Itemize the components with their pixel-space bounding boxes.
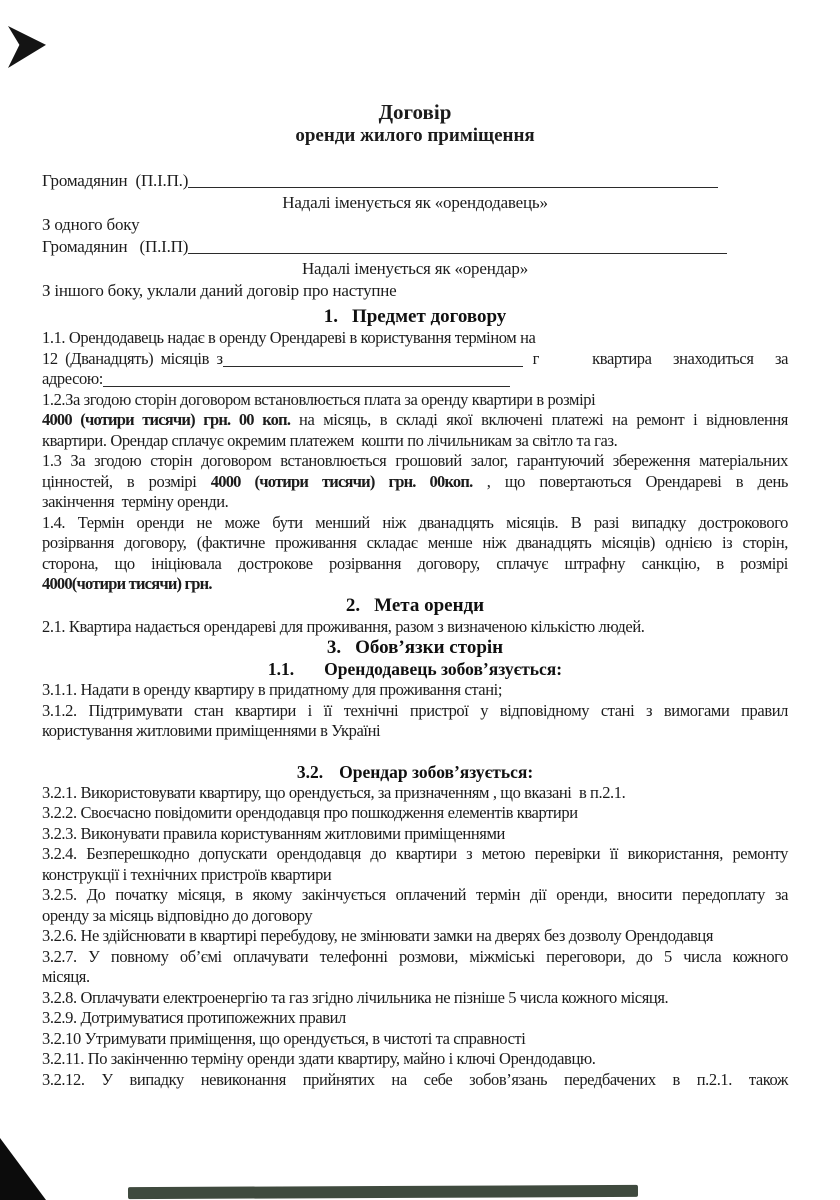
- date-blank-underline: [223, 349, 523, 367]
- paragraph-text: сторона, що ініціювала дострокове розірвання договору, сплачує штрафну санкцію, в розмірі: [42, 553, 788, 573]
- paragraph-text: 3.2.5. До початку місяця, в якому закінчується оплачений термін дії оренди, вносити передоплату за: [42, 885, 788, 904]
- paragraph-line: [42, 680, 788, 701]
- paragraph-text: квартири. Орендар сплачує окремим платежем кошти по лічильникам за світло та газ.: [42, 430, 618, 450]
- paragraph-spacer: [42, 742, 788, 762]
- clause-number: 3.2.: [296, 761, 324, 782]
- paragraph-text: цінностей, в розмірі: [42, 471, 211, 491]
- landlord-field-label: Громадянин (П.І.П.): [42, 171, 189, 190]
- paragraph-line: [42, 492, 788, 513]
- clause-number: 1.1.: [267, 659, 295, 679]
- document-content: [42, 0, 788, 1090]
- section-heading-obligations: [42, 637, 788, 659]
- paragraph-text: оренду за місяць відповідно до договору: [42, 905, 313, 925]
- document-subtitle: оренди жилого приміщення: [295, 125, 535, 146]
- paragraph-text: 3.2.10 Утримувати приміщення, що орендується, в чистоті та справності: [42, 1028, 526, 1048]
- section-number: 1.: [323, 306, 338, 327]
- document-title: Договір: [378, 100, 452, 124]
- paragraph-line: [42, 967, 788, 988]
- landlord-name-field-line: [42, 170, 788, 192]
- paragraph-text: , що повертаються Орендареві в день: [472, 471, 788, 491]
- section-title: Предмет договору: [351, 306, 507, 327]
- paragraph-text: 1.2.За згодою сторін договором встановлюється плата за оренду квартири в розмірі: [42, 389, 596, 409]
- paragraph-line: [42, 574, 788, 595]
- paragraph-line: [42, 844, 788, 865]
- scan-bottom-bar: [128, 1185, 638, 1199]
- paragraph-text: 1.3 За згодою сторін договором встановлюється грошовий залог, гарантуючий збереження матеріальних: [42, 451, 788, 470]
- section-heading-subject: [42, 306, 788, 328]
- paragraph-line: [42, 1049, 788, 1070]
- paragraph-line: [42, 554, 788, 575]
- paragraph-line: [42, 1070, 788, 1091]
- landlord-blank-underline: [188, 170, 718, 188]
- tenant-name-field-line: [42, 236, 788, 258]
- paragraph-text: 3.2.4. Безперешкодно допускати орендодавця до квартири з метою перевірки її використання, ремонту: [42, 844, 788, 863]
- paragraph-text: 3.1.1. Надати в оренду квартиру в придатному для проживання стані;: [42, 680, 503, 699]
- tenant-field-label: Громадянин (П.І.П): [42, 237, 189, 256]
- paragraph-text: на місяць, в складі якої включені платежі на ремонт і відновлення: [290, 410, 788, 429]
- paragraph-text: 3.2.12. У випадку невиконання прийнятих на себе зобов’язань передбачених в п.2.1. також: [42, 1069, 788, 1089]
- subheading-tenant-obligations: [42, 762, 788, 783]
- paragraph-line: [42, 865, 788, 886]
- paragraph-line: [42, 472, 788, 493]
- paragraph-text: 3.2.7. У повному об’ємі оплачувати телефонні розмови, міжміські переговори, до 5 числа кожного: [42, 946, 788, 966]
- paragraph-line: [42, 513, 788, 534]
- paragraph-line: [42, 328, 788, 349]
- paragraph-text: 3.2.1. Використовувати квартиру, що орендується, за призначенням , що вказані в п.2.1.: [42, 782, 626, 802]
- paragraph-line: [42, 1008, 788, 1029]
- amount-bold-text: 4000 (чотири тисячи) грн. 00коп.: [210, 471, 473, 491]
- paragraph-text: 3.2.11. По закінченню терміну оренди здати квартиру, майно і ключі Орендодавцю.: [42, 1049, 596, 1068]
- paragraph-text: 3.1.2. Підтримувати стан квартири і її технічні пристрої у відповідному стані з вимогами правил: [42, 700, 788, 720]
- paragraph-line: [42, 451, 788, 472]
- paragraph-line: [42, 533, 788, 554]
- paragraph-line: [42, 988, 788, 1009]
- side-two-line: З іншого боку, уклали даний договір про наступне: [42, 281, 397, 300]
- scan-corner-mark: [8, 26, 46, 68]
- section-number: 3.: [326, 637, 342, 658]
- paragraph-text: місяця.: [42, 967, 90, 986]
- paragraph-text: закінчення терміну оренди.: [42, 492, 229, 511]
- term-months-label: 12 (Дванадцять) місяців з: [42, 348, 223, 368]
- paragraph-line: [42, 947, 788, 968]
- year-letter: г: [532, 348, 539, 368]
- tenant-caption: Надалі іменується як «орендар»: [301, 259, 528, 278]
- paragraph-line: [42, 824, 788, 845]
- subheading-landlord-obligations: [42, 659, 788, 680]
- section-title: Мета оренди: [374, 594, 485, 616]
- paragraph-text: 1.4. Термін оренди не може бути менший ніж дванадцять місяців. В разі випадку дострокового: [42, 512, 788, 532]
- paragraph-line: [42, 431, 788, 452]
- clause-title: Орендодавець зобов’язується:: [324, 659, 563, 679]
- paragraph-line: [42, 906, 788, 927]
- address-field-label: адресою:: [42, 369, 103, 388]
- address-field-line: [42, 369, 788, 390]
- document-body: [42, 170, 788, 1090]
- term-and-location-line: [42, 349, 788, 370]
- scan-bottom-triangle: [0, 1138, 46, 1200]
- address-blank-underline: [103, 369, 510, 387]
- paragraph-line: [42, 1029, 788, 1050]
- paragraph-line: [42, 783, 788, 804]
- paragraph-line: [42, 390, 788, 411]
- paragraph-text: розірвання договору, (фактичне проживання складає менше ніж дванадцять місяців) однією із сторін,: [42, 533, 788, 552]
- paragraph-text: 3.2.6. Не здійснювати в квартирі перебудову, не змінювати замки на дверях без дозволу Орендодавця: [42, 926, 714, 945]
- paragraph-text: 2.1. Квартира надається орендареві для проживання, разом з визначеною кількістю людей.: [42, 616, 645, 636]
- paragraph-text: 1.1. Орендодавець надає в оренду Орендареві в користування терміном на: [42, 328, 536, 347]
- paragraph-line: [42, 803, 788, 824]
- section-title: Обов’язки сторін: [355, 637, 504, 658]
- section-number: 2.: [345, 594, 361, 616]
- paragraph-line: [42, 926, 788, 947]
- paragraph-text: 3.2.3. Виконувати правила користуванням житловими приміщеннями: [42, 823, 505, 843]
- clause-title: Орендар зобов’язується:: [339, 761, 534, 782]
- paragraph-text: 3.2.2. Своєчасно повідомити орендодавця про пошкодження елементів квартири: [42, 803, 578, 822]
- paragraph-text: 3.2.9. Дотримуватися протипожежних правил: [42, 1008, 346, 1027]
- paragraph-text: конструкції і технічних пристроїв квартири: [42, 864, 332, 884]
- section-heading-purpose: [42, 595, 788, 617]
- amount-bold-text: 4000 (чотири тисячи) грн. 00 коп.: [42, 410, 291, 429]
- paragraph-line: [42, 617, 788, 638]
- location-tail-text: квартира знаходиться за: [592, 348, 788, 368]
- paragraph-line: [42, 410, 788, 431]
- paragraph-line: [42, 721, 788, 742]
- paragraph-line: [42, 885, 788, 906]
- paragraph-text: 3.2.8. Оплачувати електроенергію та газ згідно лічильника не пізніше 5 числа кожного місяця.: [42, 987, 669, 1007]
- landlord-caption: Надалі іменується як «орендодавець»: [282, 193, 548, 212]
- tenant-blank-underline: [188, 236, 727, 254]
- paragraph-text: користування житловими приміщеннями в Україні: [42, 721, 381, 740]
- amount-bold-text: 4000(чотири тисячи) грн.: [42, 574, 212, 593]
- side-one-line: З одного боку: [42, 215, 140, 234]
- paragraph-line: [42, 701, 788, 722]
